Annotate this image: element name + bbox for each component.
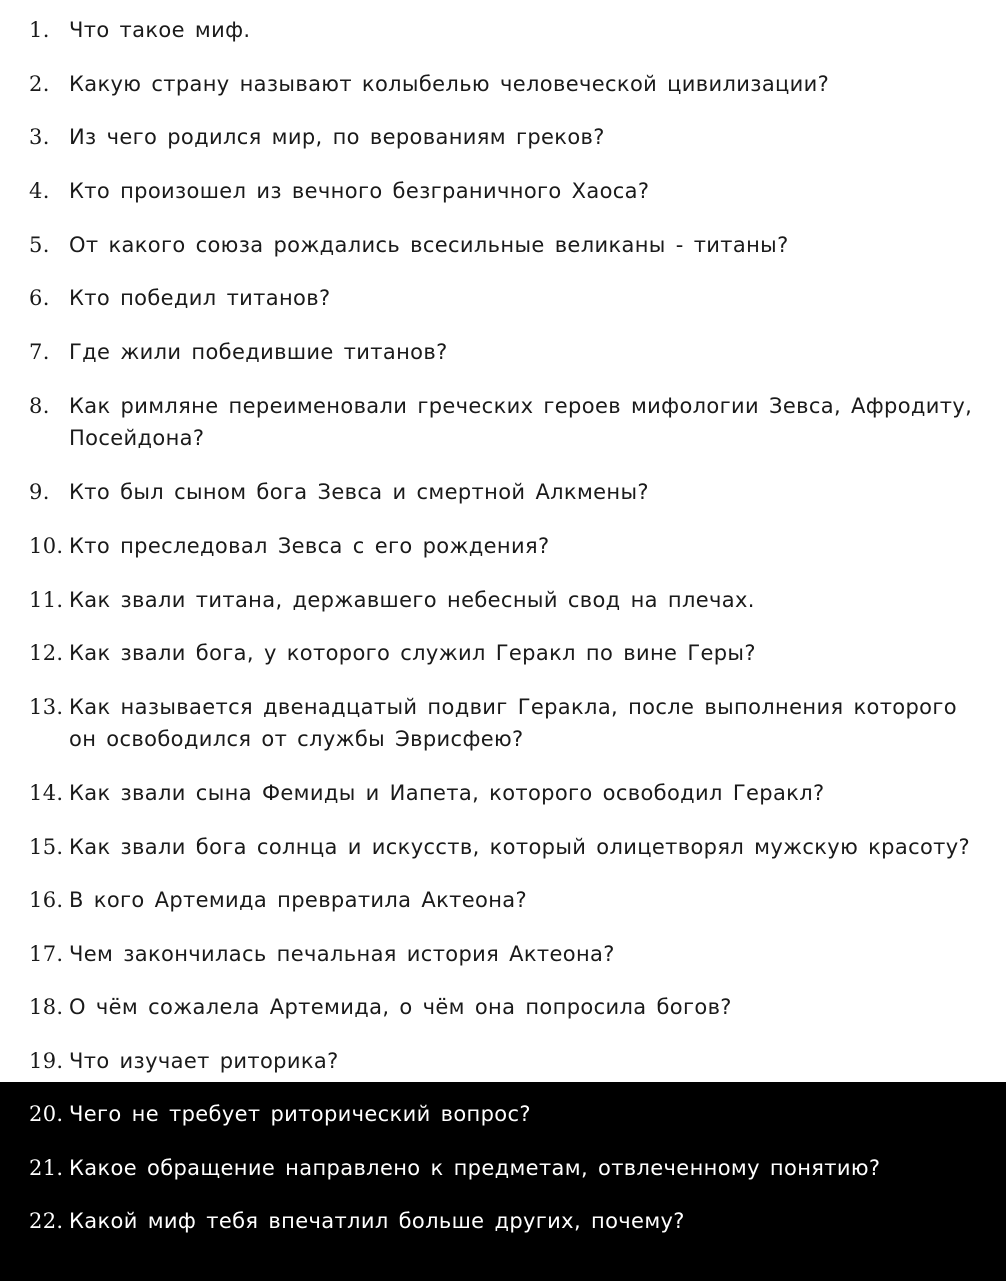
question-item: [0, 584, 1006, 616]
question-number: 20.: [29, 1102, 64, 1126]
question-number: 7.: [29, 340, 50, 364]
question-number: 8.: [29, 394, 50, 418]
question-item: [0, 637, 1006, 669]
question-item: [0, 336, 1006, 368]
question-text: Какой миф тебя впечатлил больше других, почему?: [69, 1209, 685, 1233]
question-text: Где жили победившие титанов?: [69, 340, 448, 364]
question-text: В кого Артемида превратила Актеона?: [69, 888, 528, 912]
question-number: 13.: [29, 695, 64, 719]
question-item: [0, 991, 1006, 1023]
question-text: Чем закончилась печальная история Актеона?: [69, 942, 615, 966]
question-item: [0, 229, 1006, 261]
question-text: Кто преследовал Зевса с его рождения?: [69, 534, 550, 558]
question-text: Что изучает риторика?: [69, 1049, 339, 1073]
question-number: 19.: [29, 1049, 64, 1073]
question-number: 14.: [29, 781, 64, 805]
question-number: 11.: [29, 588, 64, 612]
question-text: Из чего родился мир, по верованиям греков?: [69, 125, 605, 149]
question-item: [0, 1045, 1006, 1077]
question-item: [0, 390, 1006, 454]
question-text: Как римляне переименовали греческих героев мифологии Зевса, Афродиту, Посейдона?: [69, 394, 973, 450]
question-text: Как называется двенадцатый подвиг Геракла, после выполнения которого он освободился от службы Эврисфею?: [69, 695, 957, 751]
question-item: [0, 831, 1006, 863]
question-item: [0, 691, 1006, 755]
question-number: 18.: [29, 995, 64, 1019]
question-item: [0, 282, 1006, 314]
question-number: 2.: [29, 72, 50, 96]
question-number: 15.: [29, 835, 64, 859]
question-text: Кто произошел из вечного безграничного Хаоса?: [69, 179, 650, 203]
question-item: [0, 476, 1006, 508]
question-item: [0, 530, 1006, 562]
question-number: 17.: [29, 942, 64, 966]
question-item: [0, 938, 1006, 970]
question-text: Что такое миф.: [69, 18, 251, 42]
question-number: 22.: [29, 1209, 64, 1233]
question-text: Как звали бога, у которого служил Геракл по вине Геры?: [69, 641, 756, 665]
question-number: 6.: [29, 286, 50, 310]
question-text: Кто был сыном бога Зевса и смертной Алкмены?: [69, 480, 649, 504]
question-item: [0, 777, 1006, 809]
question-item: [0, 175, 1006, 207]
question-text: Какое обращение направлено к предметам, отвлеченному понятию?: [69, 1156, 881, 1180]
question-number: 21.: [29, 1156, 64, 1180]
question-text: Какую страну называют колыбелью человеческой цивилизации?: [69, 72, 830, 96]
question-text: Как звали титана, державшего небесный свод на плечах.: [69, 588, 755, 612]
question-number: 1.: [29, 18, 50, 42]
question-number: 16.: [29, 888, 64, 912]
question-number: 9.: [29, 480, 50, 504]
question-text: Как звали бога солнца и искусств, который олицетворял мужскую красоту?: [69, 835, 971, 859]
question-item: [0, 14, 1006, 46]
question-number: 12.: [29, 641, 64, 665]
question-number: 3.: [29, 125, 50, 149]
question-item: [0, 68, 1006, 100]
question-item: [0, 1098, 1006, 1130]
question-item: [0, 884, 1006, 916]
question-text: Кто победил титанов?: [69, 286, 331, 310]
question-number: 5.: [29, 233, 50, 257]
question-text: Как звали сына Фемиды и Иапета, которого освободил Геракл?: [69, 781, 825, 805]
question-item: [0, 1152, 1006, 1184]
question-item: [0, 1205, 1006, 1237]
question-text: От какого союза рождались всесильные великаны - титаны?: [69, 233, 789, 257]
question-number: 10.: [29, 534, 64, 558]
question-item: [0, 121, 1006, 153]
question-text: О чём сожалела Артемида, о чём она попросила богов?: [69, 995, 732, 1019]
question-text: Чего не требует риторический вопрос?: [69, 1102, 531, 1126]
question-number: 4.: [29, 179, 50, 203]
